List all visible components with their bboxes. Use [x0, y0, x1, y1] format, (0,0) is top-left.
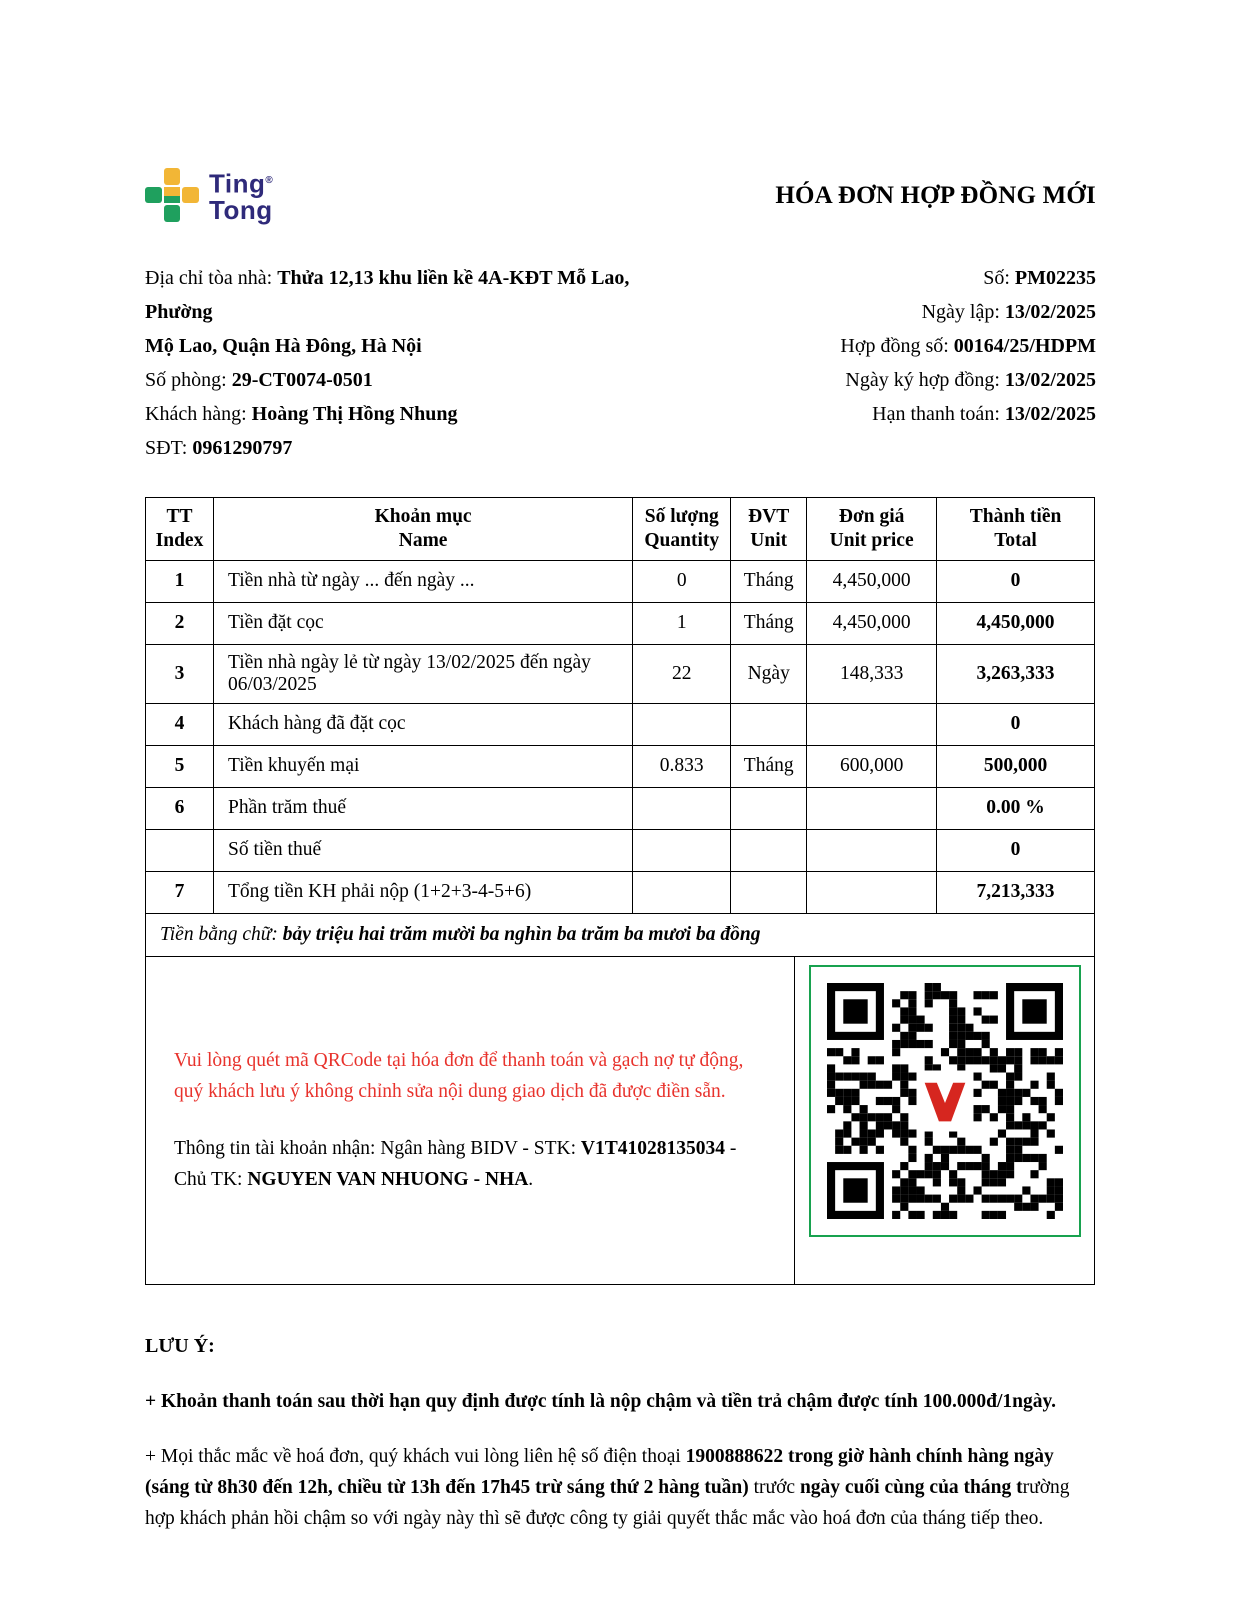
cell-tt: 2	[146, 602, 214, 644]
invoice-table	[145, 497, 1095, 914]
cell-total: 4,450,000	[937, 602, 1095, 644]
cell-total: 0	[937, 829, 1095, 871]
address-line-1: Địa chỉ tòa nhà: Thửa 12,13 khu liền kề 4A-KĐT Mỗ Lao, Phường	[145, 266, 630, 323]
contract-sign-date: Ngày ký hợp đồng: 13/02/2025	[845, 368, 1096, 391]
invoice-info	[145, 261, 1096, 465]
payment-due-date: Hạn thanh toán: 13/02/2025	[872, 402, 1096, 425]
cell-total: 0	[937, 560, 1095, 602]
header-quantity: Số lượng Quantity	[633, 497, 731, 560]
invoice-header	[145, 168, 1096, 223]
payment-instructions	[146, 957, 794, 1284]
cell-price	[807, 829, 937, 871]
account-holder: NGUYEN VAN NHUONG - NHA	[247, 1169, 529, 1191]
cell-qty: 1	[633, 602, 731, 644]
cell-unit	[731, 787, 807, 829]
table-row	[146, 871, 1095, 913]
logo-line1: Ting	[209, 168, 266, 199]
cell-tt	[146, 829, 214, 871]
cell-price: 600,000	[807, 745, 937, 787]
cell-qty	[633, 871, 731, 913]
header-total: Thành tiền Total	[937, 497, 1095, 560]
cell-qty: 0.833	[633, 745, 731, 787]
footer-notes	[145, 1331, 1097, 1534]
invoice-meta	[697, 261, 1096, 465]
cell-unit	[731, 871, 807, 913]
qr-warning-note: Vui lòng quét mã QRCode tại hóa đơn để thanh toán và gạch nợ tự động, quý khách lưu ý không chỉnh sửa nội dung giao dịch đã được điền sẵn.	[174, 1050, 744, 1103]
cell-tt: 1	[146, 560, 214, 602]
amount-in-words-value: bảy triệu hai trăm mười ba nghìn ba trăm ba mươi ba đồng	[282, 923, 761, 945]
header-name: Khoản mục Name	[213, 497, 632, 560]
tingtong-logo-icon	[145, 168, 199, 222]
hotline-number: 1900888622 trong giờ hành chính hàng ngày (sáng từ 8h30 đến 12h, chiều từ 13h đến 17h45 trừ sáng thứ 2 hàng tuần)	[145, 1445, 1054, 1498]
table-row	[146, 703, 1095, 745]
cell-name: Tiền khuyến mại	[213, 745, 632, 787]
table-row	[146, 829, 1095, 871]
cell-price	[807, 703, 937, 745]
building-info	[145, 261, 697, 465]
cell-name: Tiền đặt cọc	[213, 602, 632, 644]
table-row	[146, 560, 1095, 602]
cell-price: 148,333	[807, 644, 937, 703]
tingtong-logo	[145, 168, 273, 223]
cell-unit	[731, 829, 807, 871]
cell-total: 3,263,333	[937, 644, 1095, 703]
customer-name: Khách hàng: Hoàng Thị Hồng Nhung	[145, 402, 458, 425]
cell-unit	[731, 703, 807, 745]
qr-code	[809, 965, 1081, 1237]
cell-tt: 7	[146, 871, 214, 913]
table-row	[146, 644, 1095, 703]
registered-mark: ®	[265, 175, 274, 186]
contract-number: Hợp đồng số: 00164/25/HDPM	[840, 334, 1096, 357]
invoice-table-body	[146, 560, 1095, 913]
cell-tt: 5	[146, 745, 214, 787]
cell-name: Tiền nhà ngày lẻ từ ngày 13/02/2025 đến ngày 06/03/2025	[213, 644, 632, 703]
cell-unit: Tháng	[731, 745, 807, 787]
cell-price: 4,450,000	[807, 602, 937, 644]
amount-in-words-label: Tiền bằng chữ:	[160, 923, 283, 945]
table-row	[146, 787, 1095, 829]
cell-price	[807, 871, 937, 913]
invoice-number: Số: PM02235	[983, 266, 1096, 289]
cell-qty	[633, 703, 731, 745]
header-unit-price: Đơn giá Unit price	[807, 497, 937, 560]
invoice-title: HÓA ĐƠN HỢP ĐỒNG MỚI	[775, 182, 1096, 209]
cell-qty	[633, 829, 731, 871]
cell-total: 0	[937, 703, 1095, 745]
address-line-2: Mộ Lao, Quận Hà Đông, Hà Nội	[145, 334, 422, 357]
tingtong-logo-text	[209, 168, 273, 223]
logo-line2: Tong	[209, 194, 273, 225]
cell-name: Tiền nhà từ ngày ... đến ngày ...	[213, 560, 632, 602]
cell-unit: Ngày	[731, 644, 807, 703]
table-row	[146, 602, 1095, 644]
account-number: V1T41028135034	[580, 1138, 726, 1160]
table-row	[146, 745, 1095, 787]
room-number: Số phòng: 29-CT0074-0501	[145, 368, 373, 391]
header-unit: ĐVT Unit	[731, 497, 807, 560]
cell-tt: 6	[146, 787, 214, 829]
cell-name: Tổng tiền KH phải nộp (1+2+3-4-5+6)	[213, 871, 632, 913]
header-index: TT Index	[146, 497, 214, 560]
cell-qty: 0	[633, 560, 731, 602]
cell-name: Phần trăm thuế	[213, 787, 632, 829]
cell-total: 7,213,333	[937, 871, 1095, 913]
late-payment-note: + Khoản thanh toán sau thời hạn quy định được tính là nộp chậm và tiền trả chậm được tính 100.000đ/1ngày.	[145, 1390, 1057, 1412]
cell-total: 500,000	[937, 745, 1095, 787]
bank-account-info: Thông tin tài khoản nhận: Ngân hàng BIDV - STK: V1T41028135034 - Chủ TK: NGUYEN VAN NHUONG - NHA.	[174, 1138, 737, 1191]
cell-name: Số tiền thuế	[213, 829, 632, 871]
notes-title: LƯU Ý:	[145, 1334, 215, 1357]
cell-name: Khách hàng đã đặt cọc	[213, 703, 632, 745]
customer-phone: SĐT: 0961290797	[145, 436, 293, 459]
cell-price	[807, 787, 937, 829]
cell-unit: Tháng	[731, 560, 807, 602]
hotline-note: + Mọi thắc mắc về hoá đơn, quý khách vui lòng liên hệ số điện thoại 1900888622 trong giờ hành chính hàng ngày (sáng từ 8h30 đến 12h, chiều từ 13h đến 17h45 trừ sáng thứ 2 hàng tuần) trước ngày cuối cùng của tháng trường hợp khách phản hồi chậm so với ngày này thì sẽ được công ty giải quyết thắc mắc vào hoá đơn của tháng tiếp theo.	[145, 1445, 1070, 1529]
cell-tt: 3	[146, 644, 214, 703]
cell-price: 4,450,000	[807, 560, 937, 602]
invoice-table-header	[146, 497, 1095, 560]
cell-total: 0.00 %	[937, 787, 1095, 829]
payment-box	[145, 957, 1095, 1285]
cell-unit: Tháng	[731, 602, 807, 644]
cell-qty: 22	[633, 644, 731, 703]
cell-tt: 4	[146, 703, 214, 745]
cell-qty	[633, 787, 731, 829]
issue-date: Ngày lập: 13/02/2025	[921, 300, 1096, 323]
qr-cell	[794, 957, 1094, 1284]
amount-in-words	[145, 914, 1095, 957]
